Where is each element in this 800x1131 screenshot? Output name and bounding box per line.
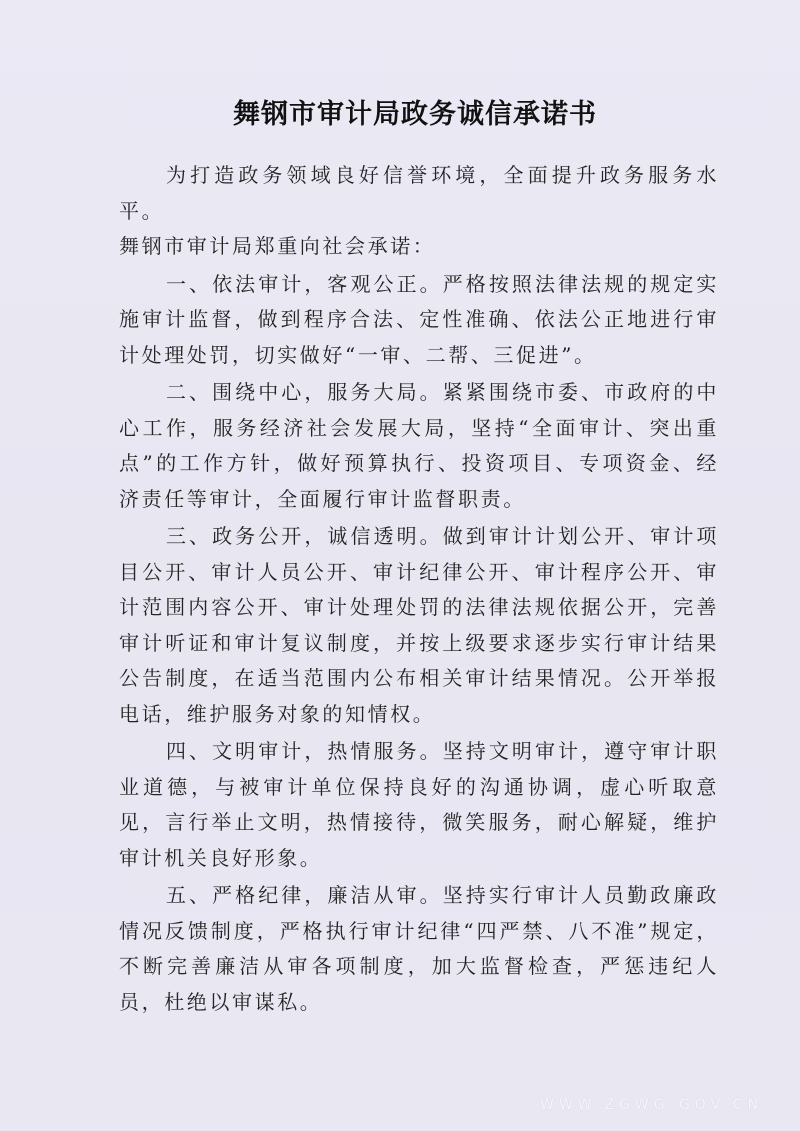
intro-line-1: 为打造政务领域良好信誉环境，全面提升政务服务水平。 <box>119 163 719 223</box>
commitment-4: 四、文明审计，热情服务。坚持文明审计，遵守审计职业道德，与被审计单位保持良好的沟通协调，虚心听取意见，言行举止文明，热情接待，微笑服务，耐心解疑，维护审计机关良好形象。 <box>119 739 719 870</box>
website-watermark: WWW.ZGWG.GOV.CN <box>540 1097 764 1113</box>
commitment-1: 一、依法审计，客观公正。严格按照法律法规的规定实施审计监督，做到程序合法、定性准确、依法公正地进行审计处理处罚，切实做好“一审、二帮、三促进”。 <box>119 271 719 367</box>
commitment-5: 五、严格纪律，廉洁从审。坚持实行审计人员勤政廉政情况反馈制度，严格执行审计纪律“四严禁、八不准”规定，不断完善廉洁从审各项制度，加大监督检查，严惩违纪人员，杜绝以审谋私。 <box>119 883 719 1014</box>
commitment-3: 三、政务公开，诚信透明。做到审计计划公开、审计项目公开、审计人员公开、审计纪律公开、审计程序公开、审计范围内容公开、审计处理处罚的法律法规依据公开，完善审计听证和审计复议制度，并按上级要求逐步实行审计结果公告制度，在适当范围内公布相关审计结果情况。公开举报电话，维护服务对象的知情权。 <box>119 524 719 726</box>
commitment-2: 二、围绕中心，服务大局。紧紧围绕市委、市政府的中心工作，服务经济社会发展大局，坚持“全面审计、突出重点”的工作方针，做好预算执行、投资项目、专项资金、经济责任等审计，全面履行审计监督职责。 <box>119 380 719 511</box>
document-body <box>119 158 719 1020</box>
document-title: 舞钢市审计局政务诚信承诺书 <box>233 99 597 130</box>
intro-line-2: 舞钢市审计局郑重向社会承诺： <box>119 234 436 258</box>
